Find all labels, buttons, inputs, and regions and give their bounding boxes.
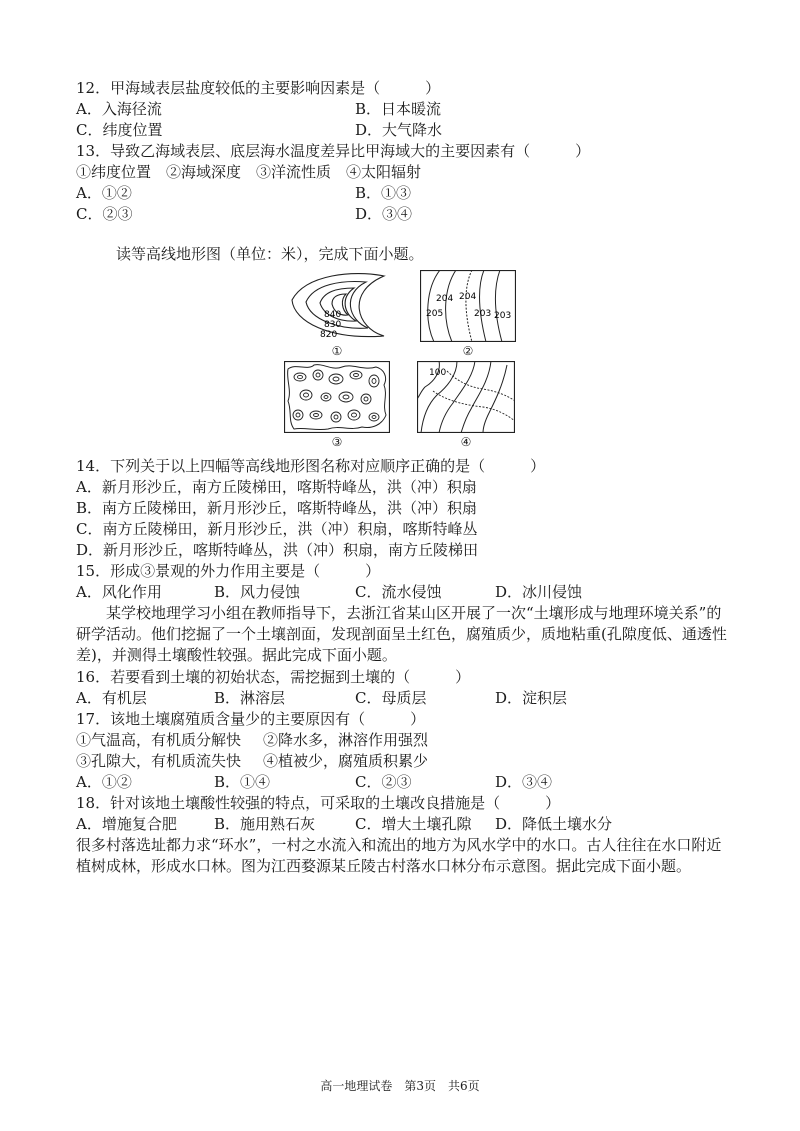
question-18-option-d: D．降低土壤水分 bbox=[495, 815, 613, 833]
question-15-option-c: C．流水侵蚀 bbox=[355, 583, 442, 601]
question-18-stem: 18．针对该地土壤酸性较强的特点，可采取的土壤改良措施是（ ） bbox=[76, 794, 561, 812]
figure-caption-2: ② bbox=[462, 344, 474, 358]
contour-label: 840 bbox=[324, 310, 342, 320]
question-18-option-a: A．增施复合肥 bbox=[76, 815, 177, 833]
question-14-option-d: D．新月形沙丘，喀斯特峰丛，洪（冲）积扇，南方丘陵梯田 bbox=[76, 541, 479, 559]
question-15-option-a: A．风化作用 bbox=[76, 583, 162, 601]
contour-label: 204 bbox=[436, 294, 454, 304]
contour-label: 203 bbox=[494, 311, 512, 321]
question-13-option-c: C．②③ bbox=[76, 205, 133, 223]
question-13-option-a: A．①② bbox=[76, 184, 132, 202]
question-13-option-d: D．③④ bbox=[355, 205, 413, 223]
soil-intro: 某学校地理学习小组在教师指导下，去浙江省某山区开展了一次“土壤形成与地理环境关系”的研学活动。他们挖掘了一个土壤剖面，发现剖面呈土红色，腐殖质少，质地粘重(孔隙度低、通透性差)，并测得土壤酸性较强。据此完成下面小题。 bbox=[76, 604, 727, 664]
question-17-option-c: C．②③ bbox=[355, 773, 412, 791]
contour-label: 205 bbox=[426, 309, 444, 319]
question-15-option-d: D．冰川侵蚀 bbox=[495, 583, 583, 601]
village-intro: 很多村落选址都力求“环水”，一村之水流入和流出的地方为风水学中的水口。古人往往在水口附近植树成林，形成水口林。图为江西婺源某丘陵古村落水口林分布示意图。据此完成下面小题。 bbox=[76, 836, 722, 875]
question-18-option-b: B．施用熟石灰 bbox=[214, 815, 316, 833]
question-16-option-c: C．母质层 bbox=[355, 689, 427, 707]
contour-label: 204 bbox=[459, 292, 477, 302]
question-12-option-d: D．大气降水 bbox=[355, 121, 443, 139]
question-17-stem: 17．该地土壤腐殖质含量少的主要原因有（ ） bbox=[76, 710, 426, 728]
question-13-option-b: B．①③ bbox=[355, 184, 412, 202]
question-17-item-1: ①气温高，有机质分解快 bbox=[76, 731, 242, 749]
question-15-stem: 15．形成③景观的外力作用主要是（ ） bbox=[76, 562, 381, 580]
contour-label: 203 bbox=[474, 309, 492, 319]
question-12-option-b: B．日本暖流 bbox=[355, 100, 442, 118]
question-16-stem: 16．若要看到土壤的初始状态，需挖掘到土壤的（ ） bbox=[76, 668, 471, 686]
question-16-option-d: D．淀积层 bbox=[495, 689, 568, 707]
figure-caption-1: ① bbox=[331, 344, 343, 358]
contour-map-3 bbox=[284, 361, 390, 433]
question-13-items: ①纬度位置 ②海域深度 ③洋流性质 ④太阳辐射 bbox=[76, 163, 422, 181]
question-13-stem: 13．导致乙海域表层、底层海水温度差异比甲海域大的主要因素有（ ） bbox=[76, 142, 591, 160]
question-14-option-a: A．新月形沙丘，南方丘陵梯田，喀斯特峰丛，洪（冲）积扇 bbox=[76, 478, 477, 496]
question-17-option-b: B．①④ bbox=[214, 773, 271, 791]
page-footer: 高一地理试卷 第3页 共6页 bbox=[320, 1079, 480, 1093]
contour-label: 830 bbox=[324, 320, 342, 330]
contour-map-1 bbox=[284, 270, 390, 342]
question-17-option-a: A．①② bbox=[76, 773, 132, 791]
question-17-item-4: ④植被少，腐殖质积累少 bbox=[263, 752, 429, 770]
question-14-option-c: C．南方丘陵梯田，新月形沙丘，洪（冲）积扇，喀斯特峰丛 bbox=[76, 520, 478, 538]
question-17-option-d: D．③④ bbox=[495, 773, 553, 791]
figure-caption-4: ④ bbox=[460, 435, 472, 449]
figure-caption-3: ③ bbox=[331, 435, 343, 449]
contour-label: 100 bbox=[429, 368, 447, 378]
question-17-item-3: ③孔隙大，有机质流失快 bbox=[76, 752, 242, 770]
question-17-item-2: ②降水多，淋溶作用强烈 bbox=[263, 731, 429, 749]
contour-label: 820 bbox=[320, 330, 338, 340]
map-intro: 读等高线地形图（单位：米），完成下面小题。 bbox=[116, 245, 424, 263]
question-12-stem: 12．甲海域表层盐度较低的主要影响因素是（ ） bbox=[76, 79, 441, 97]
question-15-option-b: B．风力侵蚀 bbox=[214, 583, 301, 601]
question-12-option-c: C．纬度位置 bbox=[76, 121, 163, 139]
contour-map-4 bbox=[417, 361, 515, 433]
contour-map-2 bbox=[420, 270, 516, 342]
question-14-option-b: B．南方丘陵梯田，新月形沙丘，喀斯特峰丛，洪（冲）积扇 bbox=[76, 499, 478, 517]
question-12-option-a: A．入海径流 bbox=[76, 100, 162, 118]
question-16-option-b: B．淋溶层 bbox=[214, 689, 286, 707]
question-16-option-a: A．有机层 bbox=[76, 689, 147, 707]
question-14-stem: 14．下列关于以上四幅等高线地形图名称对应顺序正确的是（ ） bbox=[76, 457, 546, 475]
question-18-option-c: C．增大土壤孔隙 bbox=[355, 815, 472, 833]
